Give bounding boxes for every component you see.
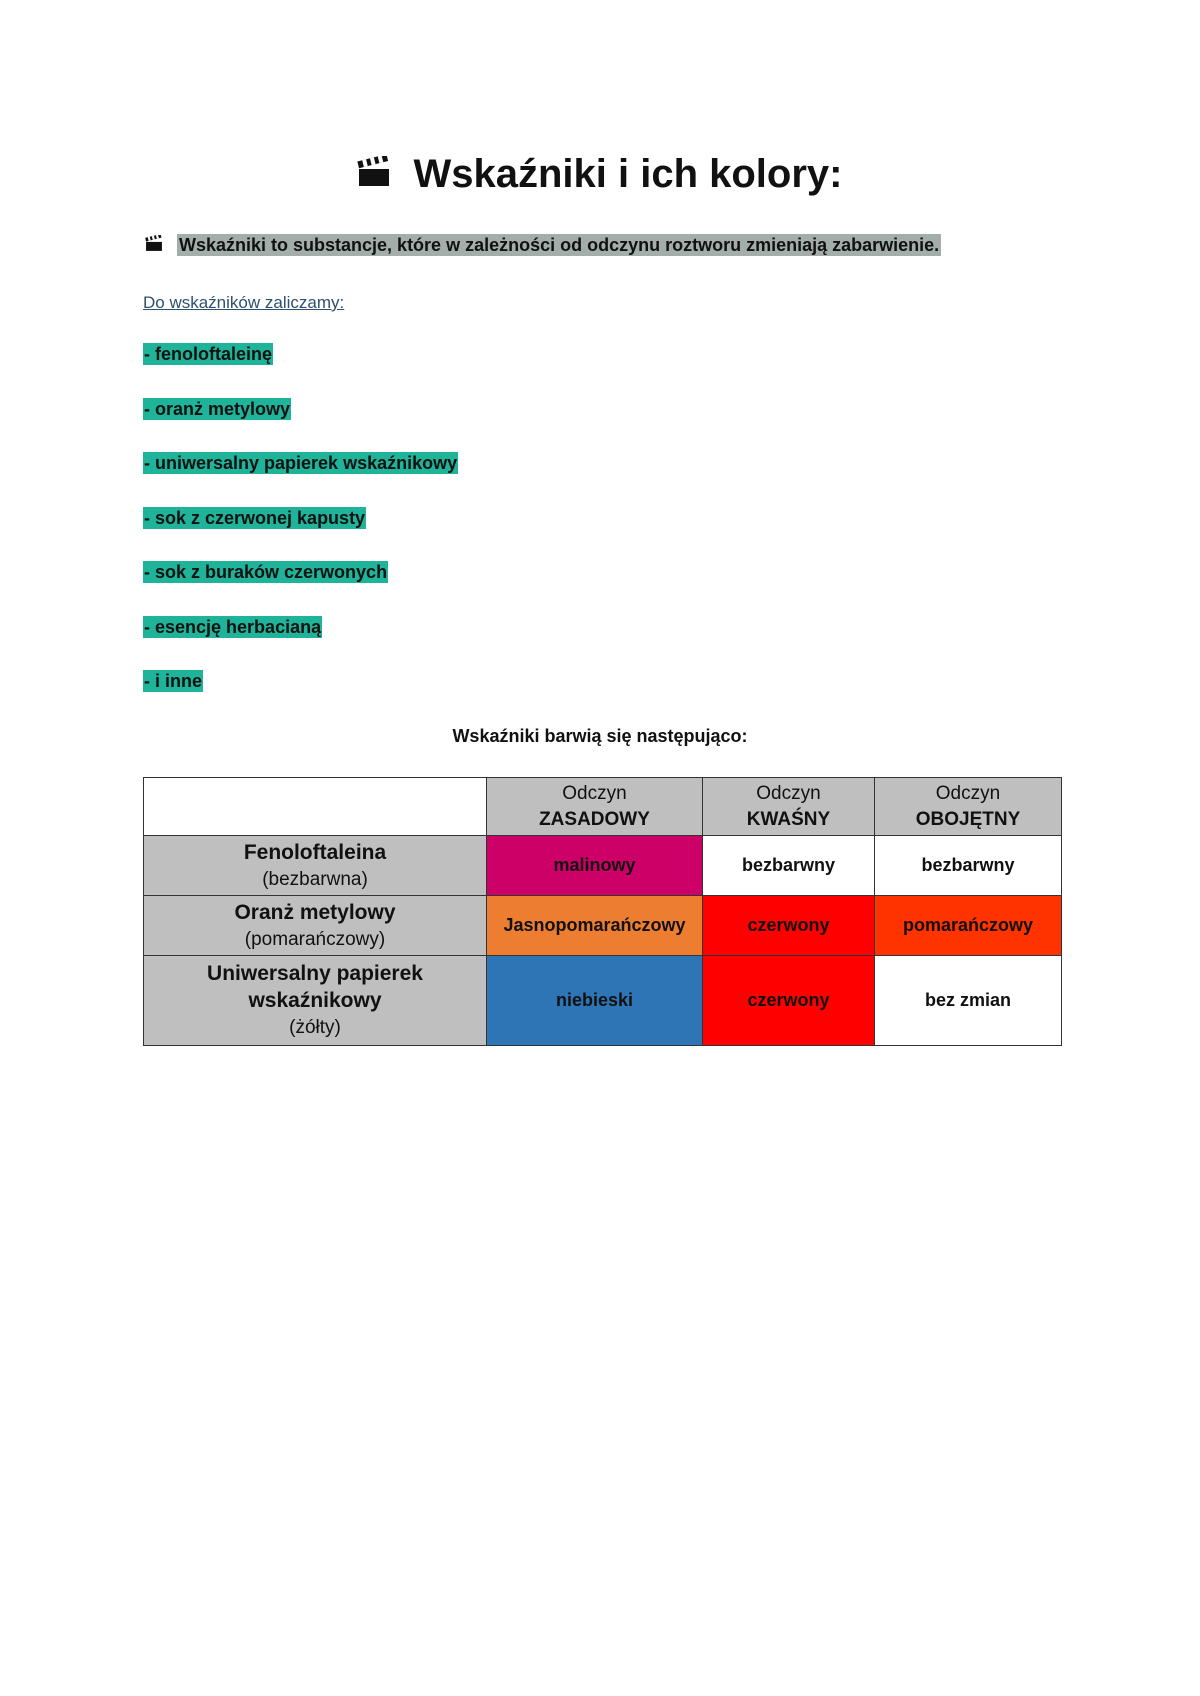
row-sub: (pomarańczowy) bbox=[244, 928, 386, 950]
list-item-text: - oranż metylowy bbox=[144, 398, 291, 419]
row-label-cell bbox=[144, 836, 487, 896]
color-cell: Jasnopomarańczowy bbox=[487, 896, 703, 956]
list-item-text: - sok z buraków czerwonych bbox=[144, 562, 388, 582]
row-label-cell bbox=[144, 896, 487, 956]
color-cell: niebieski bbox=[487, 956, 703, 1046]
color-cell: bezbarwny bbox=[875, 836, 1062, 896]
color-cell: czerwony bbox=[703, 956, 875, 1046]
clapperboard-icon bbox=[357, 156, 391, 188]
list-item bbox=[143, 560, 458, 615]
page-title: Wskaźniki i ich kolory: bbox=[413, 152, 843, 196]
intro-row bbox=[145, 232, 941, 258]
header-bottom: OBOJĘTNY bbox=[915, 808, 1021, 830]
list-item bbox=[143, 506, 458, 561]
table-row bbox=[144, 896, 1062, 956]
list-item-text: - fenoloftaleinę bbox=[144, 344, 273, 364]
table-corner-cell bbox=[144, 778, 487, 836]
header-bottom: KWAŚNY bbox=[746, 808, 831, 830]
intro-text: Wskaźniki to substancje, które w zależności od odczynu roztworu zmieniają zabarwienie. bbox=[179, 235, 940, 255]
color-cell: bezbarwny bbox=[703, 836, 875, 896]
list-item bbox=[143, 615, 458, 670]
row-sub: (żółty) bbox=[289, 1017, 341, 1038]
list-item-text: - sok z czerwonej kapusty bbox=[144, 507, 366, 528]
row-name: Oranż metylowy bbox=[234, 900, 396, 924]
table-header-row bbox=[144, 778, 1062, 836]
list-item-text: - esencję herbacianą bbox=[144, 616, 322, 637]
header-top: Odczyn bbox=[935, 782, 1001, 804]
list-item bbox=[143, 397, 458, 452]
row-label-cell bbox=[144, 956, 487, 1046]
list-item bbox=[143, 669, 458, 724]
page-title-row bbox=[0, 148, 1200, 200]
row-sub: (bezbarwna) bbox=[262, 868, 368, 890]
list-item-text: - i inne bbox=[144, 671, 202, 691]
header-cell-acidic bbox=[703, 778, 875, 836]
list-item bbox=[143, 451, 458, 506]
header-top: Odczyn bbox=[562, 782, 627, 804]
header-top: Odczyn bbox=[756, 782, 821, 804]
color-cell: czerwony bbox=[703, 896, 875, 956]
table-caption: Wskaźniki barwią się następująco: bbox=[452, 726, 748, 746]
color-cell: bez zmian bbox=[875, 956, 1062, 1046]
row-name: Uniwersalny papierek wskaźnikowy bbox=[207, 962, 423, 1012]
row-name: Fenoloftaleina bbox=[243, 840, 387, 864]
clapperboard-icon bbox=[145, 235, 163, 252]
header-bottom: ZASADOWY bbox=[539, 808, 650, 830]
table-row bbox=[144, 956, 1062, 1046]
header-cell-basic bbox=[487, 778, 703, 836]
indicator-list bbox=[143, 342, 458, 724]
color-cell: malinowy bbox=[487, 836, 703, 896]
color-cell: pomarańczowy bbox=[875, 896, 1062, 956]
indicator-color-table bbox=[143, 777, 1062, 1046]
table-row bbox=[144, 836, 1062, 896]
list-item-text: - uniwersalny papierek wskaźnikowy bbox=[144, 453, 458, 473]
list-item bbox=[143, 342, 458, 397]
list-heading: Do wskaźników zaliczamy: bbox=[143, 293, 345, 312]
header-cell-neutral bbox=[875, 778, 1062, 836]
